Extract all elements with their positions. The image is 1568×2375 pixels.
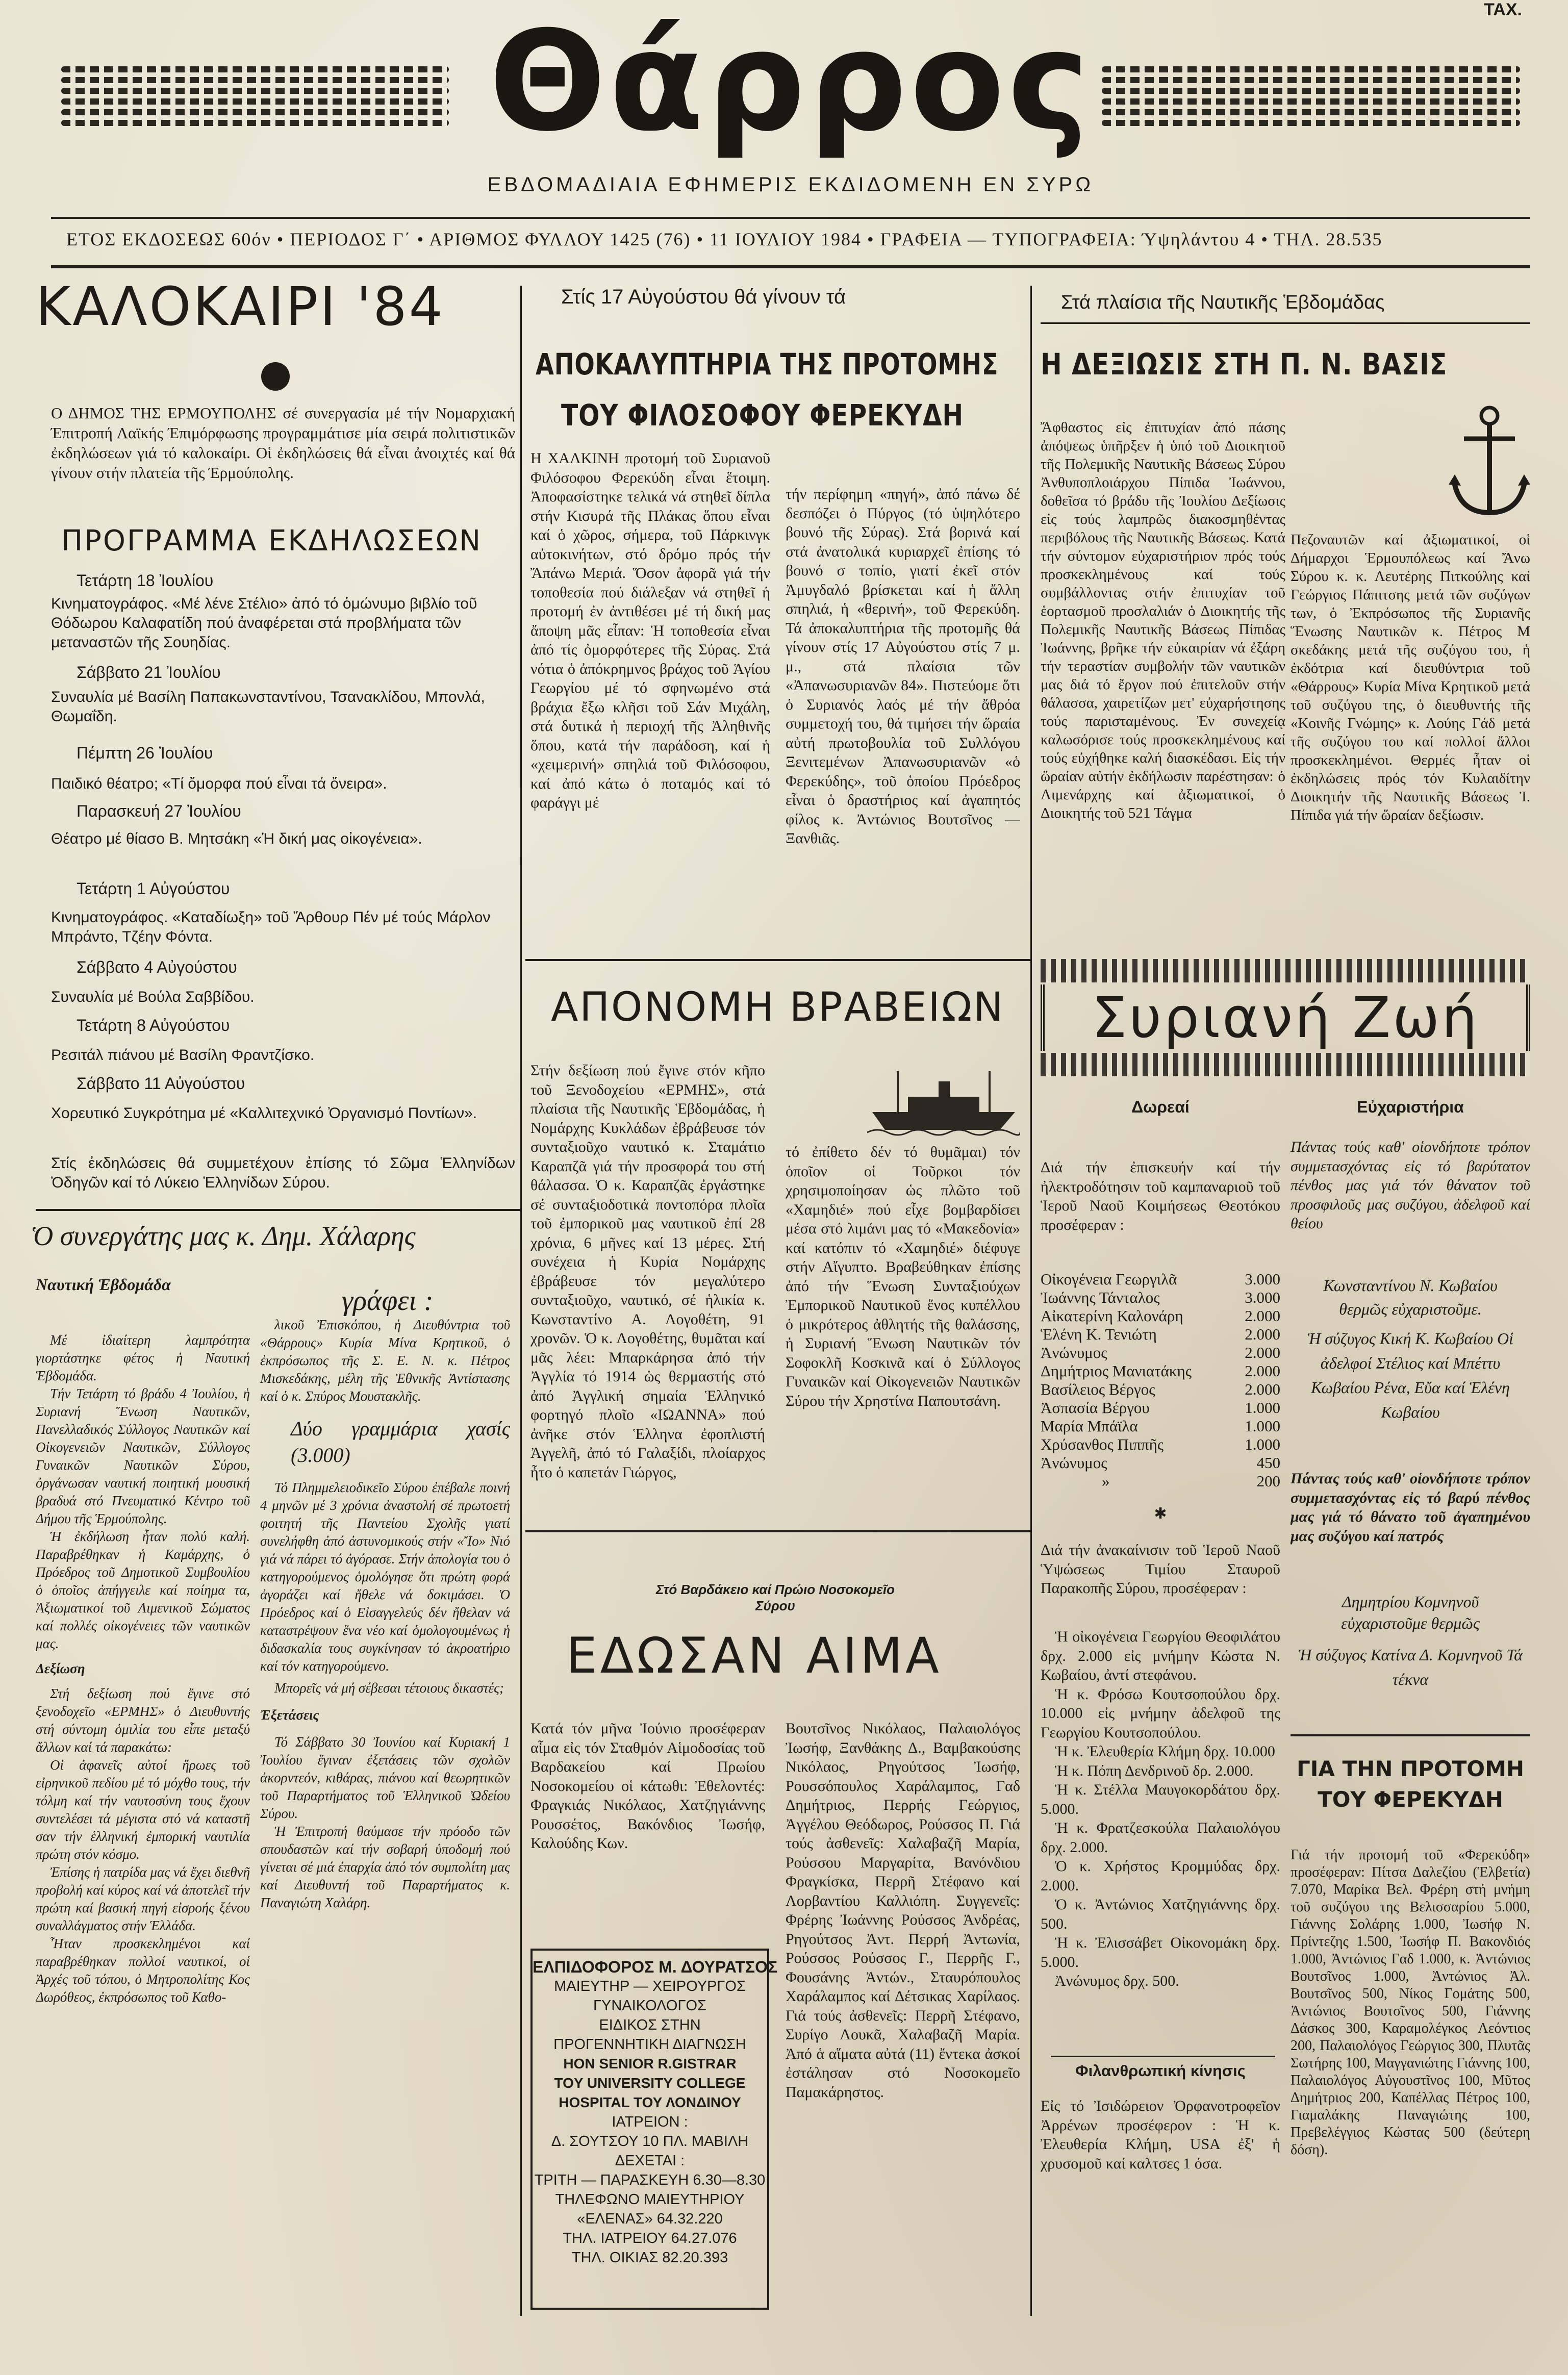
donor-name: Χρύσανθος Πιππῆς — [1041, 1435, 1164, 1453]
event-date: Σάββατο 4 Αὐγούστου — [77, 958, 237, 976]
donor-amount: 3.000 — [1245, 1288, 1280, 1306]
thanks-head: Εὐχαριστήρια — [1357, 1098, 1464, 1116]
event-date: Τετάρτη 18 Ἰουλίου — [77, 571, 214, 590]
subhead: Ἐξετάσεις — [260, 1707, 319, 1723]
subhead: Δεξίωση — [36, 1661, 85, 1676]
paragraph: Ἡ Ἐπιτροπή θαύμασε τήν πρόοδο τῶν σπουδαστῶν καί τήν σοβαρή ὑποδομή πού γίνεται σέ μιά ἐπαρχία ἀπό τόν συμπολίτη μας καί Διευθυντή τοῦ Παραρτήματος κ. Παναγιώτη Χαλάρη. — [260, 1824, 510, 1910]
bust-fund-text: Γιά τήν προτομή τοῦ «Φερεκύδη» προσέφεραν: Πίτσα Δαλεζίου (Ἑλβετία) 7.070, Μαρίκα Βελ. Φρέρη στή μνήμη τοῦ συζύγου της Βελισσαρίου 5.000, Γιάννης Σολάρης 1.000, Ἰωσήφ Ν. Πρίντεζης 1.500, Ἰωσήφ Π. Βακονδιός 1.000, Ἀντώνιος Γαδ 1.000, κ. Ἀντώνιος Βουτσῖνος 1.000, Ἀντώνιος Ἀλ. Βουτσῖνος 500, Νίκος Γομάτης 500, Ἀντώνιος Βουτσῖνος 500, Γιάννης Δάσκος 300, Καραμολέγκος Λεόντιος 200, Παλαιολόγος Γεώργιος 300, Πλυτᾶς Σωτήρης 100, Μαγγανιώτης Γιάννης 100, Παλαιολόγος Αὐγουστῖνος 100, Μῦτος Δημήτριος 200, Καπέλλας Πέτρος 100, Γιαμαλάκης Παναγιώτης 100, Πρεβελέγγιος Κώστας 500 (δεύτερη δόση). — [1291, 1847, 1530, 2158]
ad-line: HOSPITAL ΤΟΥ ΛΟΝΔΙΝΟΥ — [559, 2094, 741, 2110]
donor-amount: 2.000 — [1245, 1380, 1280, 1398]
event-text: Παιδικό θέατρο; «Τί ὄμορφα πού εἶναι τά ὄνειρα». — [51, 775, 387, 792]
event-date: Σάββατο 11 Αὐγούστου — [77, 1074, 245, 1093]
star-separator-icon: ✱ — [1154, 1505, 1167, 1523]
restoration-list — [1041, 1627, 1280, 2045]
donor-row — [1041, 1399, 1280, 1417]
restoration-entry: Ὁ κ. Χρήστος Κρομμύδας δρχ. 2.000. — [1041, 1858, 1280, 1894]
paragraph: Οἱ ἀφανεῖς αὐτοί ἥρωες τοῦ εἰρηνικοῦ πεδίου μέ τό μόχθο τους, τήν τόλμη καί τήν ναυτοσύνη τους ἔχουν συντελέσει τά μέγιστα στό νά καταστῆ σαν τήν ἑλληνική ἐμπορική ναυτιλία πρώτη στόν κόσμο. — [36, 1757, 250, 1862]
bust-fund-rule — [1291, 1734, 1530, 1736]
ad-line: ΜΑΙΕΥΤΗΡ — ΧΕΙΡΟΥΡΓΟΣ — [554, 1978, 746, 1994]
naval-kicker: Στά πλαίσια τῆς Ναυτικῆς Ἑβδομάδας — [1061, 292, 1385, 313]
blood-kicker: Στό Βαρδάκειο καί Πρώιο Νοσοκομεῖο Σύρου — [656, 1582, 895, 1613]
anchor-fluke — [1449, 474, 1461, 486]
event-text: Κινηματογράφος. «Μέ λένε Στέλιο» ἀπό τό ὁμώνυμο βιβλίο τοῦ Θόδωρου Καλαφατίδη πού ἀναφέρεται στά προβλήματα τῶν μεταναστῶν τῆς Σουηδίας. — [51, 595, 477, 651]
ad-line: ΓΥΝΑΙΚΟΛΟΓΟΣ — [593, 1998, 706, 2014]
donor-row — [1041, 1454, 1280, 1472]
thanks1-close: θερμῶς εὐχαριστοῦμε. — [1339, 1300, 1482, 1318]
restoration-entry: Ἡ κ. Πόπη Δενδρινοῦ δρ. 2.000. — [1055, 1762, 1254, 1779]
column-divider-2 — [1030, 286, 1032, 2316]
paragraph: Μέ ἰδιαίτερη λαμπρότητα γιορτάστηκε φέτος ἡ Ναυτική Ἑβδομάδα. — [36, 1332, 250, 1383]
event-text: Συναυλία μέ Βούλα Σαββίδου. — [51, 989, 255, 1005]
restoration-entry: Ἡ κ. Ἐλευθερία Κλήμη δρχ. 10.000 — [1055, 1743, 1275, 1760]
charity-rule — [1051, 2056, 1275, 2057]
event-text: Ρεσιτάλ πιάνου μέ Βασίλη Φραντζίσκο. — [51, 1047, 315, 1064]
banner-ornament-bottom — [1041, 1053, 1530, 1076]
donor-name: Βασίλειος Βέργος — [1041, 1380, 1155, 1398]
bust-column-1: Η ΧΑΛΚΙΝΗ προτομή τοῦ Συριανοῦ Φιλόσοφου Φερεκύδη εἶναι ἕτοιμη. Ἀποφασίστηκε τελικά νά στηθεῖ δίπλα στήν Κισυρά τῆς Πλάκας ὅπου εἶναι καί ὁ χῶρος, σήμερα, τοῦ Πάρκινγκ αὐτοκινήτων, στό δρόμο πρός τήν Ἄπάνω Μεριά. Ὅσον ἀφορᾶ γιά τήν τοποθεσία πού διάλεξαν νά στηθεῖ ἡ προτομή ἐν ἀντιθέσει μέ τή δική μας ἄποψη μᾶς εἶπαν: Ἡ τοποθεσία εἶναι ἀπό τίς ὀμορφότερες τῆς Σύρας. Στά νότια ὁ ἀπόκρημνος βράχος τοῦ Ἁγίου Γεωργίου μέ τό σφηνωμένο στά βράχια ἔξω κλῆσι τοῦ Σάν Μιχάλη, στά δυτικά ἡ περιοχή τῆς Ἀληθινῆς ὅπου, κατά τήν παράδοση, καί ἡ «χειμερινή» σπηλιά τοῦ Φιλόσοφου, καί ἀπό κάτω ὁ ποταμός καί τό φαράγγι μέ — [530, 450, 770, 811]
left-section-rule — [36, 1209, 520, 1211]
sea-waves — [867, 1130, 1020, 1135]
restoration-entry: Ἀνώνυμος δρχ. 500. — [1055, 1973, 1179, 1989]
restoration-entry: Ἡ κ. Ἐλισσάβετ Οἰκονομάκη δρχ. 5.000. — [1041, 1934, 1280, 1970]
middle-rule-1 — [525, 959, 1030, 961]
thanks1-sign: Ἡ σύζυγος Κική Κ. Κωβαίου Οἱ ἀδελφοί Στέλιος καί Μπέττυ Κωβαίου Ρένα, Εὔα καί Ἑλένη Κωβαίου — [1307, 1329, 1514, 1421]
masthead-subtitle: ΕΒΔΟΜΑΔΙΑΙΑ ΕΦΗΜΕΡΙΣ ΕΚΔΙΔΟΜΕΝΗ ΕΝ ΣΥΡΩ — [487, 173, 1094, 196]
ad-line: TOY UNIVERSITY COLLEGE — [554, 2075, 746, 2091]
masthead-title: Θάρρος — [489, 1, 1093, 162]
donor-row — [1041, 1344, 1280, 1362]
doctor-ad — [530, 1949, 778, 2310]
bust-title-line1: ΑΠΟΚΑΛΥΠΤΗΡΙΑ ΤΗΣ ΠΡΟΤΟΜΗΣ — [536, 347, 999, 382]
thanks2-close: εὐχαριστοῦμε θερμῶς — [1341, 1614, 1480, 1632]
event-date: Σάββατο 21 Ἰουλίου — [77, 663, 221, 681]
charity-text: Εἰς τό Ἰσιδώρειον Ὀρφανοτροφεῖον Ἀρρένων προσέφερον : Ἡ κ. Ἐλευθερία Κλήμη, USA ἐξ' ἡ χρυσομοῦ καί καλτσες 1 όσα. — [1041, 2098, 1280, 2172]
ad-line: ΤΗΛΕΦΩΝΟ ΜΑΙΕΥΤΗΡΙΟΥ — [555, 2191, 745, 2208]
thanks2-text: Πάντας τούς καθ' οἱονδήποτε τρόπον συμμετασχόντας εἰς τό βαρύ πένθος μας γιά τό θάνατο τοῦ ἀγαπημένου μας συζύγου καί πατρός — [1291, 1470, 1530, 1545]
donor-name: Δημήτριος Μανιατάκης — [1041, 1362, 1192, 1380]
naval-kicker-underline — [1041, 322, 1530, 324]
ad-line: HON SENIOR R.GISTRAR — [563, 2056, 737, 2071]
masthead-rule-bottom — [51, 265, 1530, 268]
masthead-rule-top — [51, 217, 1530, 219]
restoration-entry: Ἡ κ. Φρατζεσκούλα Παλαιολόγου δρχ. 2.000. — [1041, 1820, 1280, 1856]
anchor-icon — [1444, 403, 1535, 525]
ad-line: ΕΙΔΙΚΟΣ ΣΤΗΝ — [599, 2017, 701, 2033]
bust-fund-title-1: ΓΙΑ ΤΗΝ ΠΡΟΤΟΜΗ — [1296, 1756, 1525, 1781]
donor-row — [1041, 1288, 1280, 1307]
donations-intro: Διά τήν ἐπισκευήν καί τήν ἠλεκτροδότησιν τοῦ καμπαναριοῦ τοῦ Ἱεροῦ Ναοῦ Κοιμήσεως Θεοτόκου προσέφεραν : — [1041, 1159, 1280, 1233]
summer-title: ΚΑΛΟΚΑΙΡΙ '84 — [36, 275, 445, 338]
restoration-entry: Ὁ κ. Ἀντώνιος Χατζηγιάννης δρχ. 500. — [1041, 1896, 1280, 1932]
program-title: ΠΡΟΓΡΑΜΜΑ ΕΚΔΗΛΩΣΕΩΝ — [61, 524, 483, 558]
blood-column-2: Βουτσῖνος Νικόλαος, Παλαιολόγος Ἰωσήφ, Ξανθάκης Δ., Βαμβακούσης Νικόλαος, Ρηγούτσος Ἰωσήφ, Ρουσσόπουλος Χαράλαμπος, Γαδ Δημήτριος, Περρής Γεώργιος, Ἀγγέλου Θεόδωρος, Ρούσσος Π. Γιά τούς ἀσθενεῖς: Χαλαβαζῆ Μαρία, Ρούσσου Μαργαρίτα, Βανόνδιου Φραγκίσκα, Περρῆ Στέφανο καί Λορβαντίου Καλλιόπη. Συγγενεῖς: Φρέρης Ἰωάννης Ρούσσος Ἀνδρέας, Ρηγούτσος Ἀντ. Περρή Ἀντωνία, Ρούσσος Ρούσσος Γ., Περρῆς Γ., Φουσάνης Ἀντών., Σταυρόπουλος Χαράλαμπος καί Δέτσικας Χαρίλαος. Γιά τούς ἀσθενεῖς: Περρῆ Στέφανο, Συρίγο Λουκᾶ, Χαλαβαζῆ Μαρία. Ἀπό ἁ αἵματα αὐτά (11) ἔντεκα ἀσκοί ἐστάλησαν στό Νοσοκομεῖο Παμακάρηστος. — [786, 1720, 1020, 2101]
donor-name: Ἀνώνυμος — [1041, 1454, 1107, 1472]
donor-row — [1041, 1307, 1280, 1325]
donor-amount: 450 — [1256, 1454, 1280, 1472]
naval-column-2: Πεζοναυτῶν καί ἀξιωματικοί, οἱ Δήμαρχοι Ἑρμουπόλεως καί Ἄνω Σύρου κ. κ. Λευτέρης Πιτκούλης καί Γεώργιος Πάπιτσης μετά τῶν συζύγων των, ὁ Ἐκπρόσωπος τῆς Συριανῆς Ἕνωσης Ναυτικῶν κ. Πέτρος Μ σκεδάκης μετά τῆς συζύγου του, ἡ ἐκδότρια καί διευθύντρια τοῦ «Θάρρους» Κυρία Μίνα Κρητικοῦ μετά τοῦ συζύγου της, ὁ διευθυντής τῆς «Κοινῆς Γνώμης» κ. Λούης Γάδ μετά τῆς συζύγου του καί πολλοί ἄλλοι προσκεκλημένοι. Θερμές ἦταν οἱ ἐκδηλώσεις πρός τόν Κυλαιδίτην Διοικητήν τῆς Ναυτικῆς Βάσεως Ἰ. Πίπιδα γιά τήν ὥραίαν δεξίωσιν. — [1291, 532, 1530, 823]
awards-title: ΑΠΟΝΟΜΗ ΒΡΑΒΕΙΩΝ — [551, 984, 1005, 1030]
awards-column-1: Στήν δεξίωση πού ἔγινε στόν κῆπο τοῦ Ξενοδοχείου «ΕΡΜΗΣ», στά πλαίσια τῆς Ναυτικῆς Ἑβδομάδας, ἡ Νομάρχης Κυκλάδων ἐβράβευσε τόν συνταξιοῦχο ναυτικό κ. Σταμάτιο Καραπζᾶ γιά τήν προσφορά του στή θάλασσα. Ὁ κ. Καραπζᾶς ἐργάστηκε σέ συνταξιοδοτικά ποντοπόρα πλοῖα τοῦ ἐμπορικοῦ μας ναυτικοῦ ἐπί 28 χρόνια, 6 μῆνες καί 13 μέρες. Στή συνέχεια ἡ Κυρία Νομάρχης ἐβράβευσε τόν μεγαλύτερο συνταξιοῦχο, ναυτικό, σέ ἡλικία κ. Κωνσταντίνο Α. Λογοθέτη, 91 χρονῶν. Ὁ κ. Λογοθέτης, θυμᾶται καί μᾶς λέει: Μπαρκάρησα ἀπό τήν Ἀγγλία τό 1914 ὡς θερμαστής στό ἀπό Ἀγγλική σημαία Ἑλληνικό φορτηγό πλοῖο «ΙΩΑΝΝΑ» πού ἀνῆκε στόν Ἑλληνα ἐφοπλιστή Ἀγγελῆ, ἀπό τό Γαλαξίδι, πλοίαρχος ἦτο ὁ καπετάν Γιώργος, — [530, 1062, 765, 1481]
middle-rule-2 — [525, 1530, 1030, 1532]
bust-title-line2: ΤΟΥ ΦΙΛΟΣΟΦΟΥ ΦΕΡΕΚΥΔΗ — [561, 398, 964, 433]
blood-title: ΕΔΩΣΑΝ ΑΙΜΑ — [566, 1627, 942, 1684]
event-text: Κινηματογράφος. «Καταδίωξη» τοῦ Ἄρθουρ Πέν μέ τούς Μάρλον Μπράντο, Τζέην Φόντα. — [51, 909, 491, 945]
bust-fund-title-2: ΤΟΥ ΦΕΡΕΚΥΔΗ — [1318, 1787, 1503, 1812]
donor-amount: 2.000 — [1245, 1325, 1280, 1343]
column-divider-1 — [520, 286, 522, 2316]
event-text: Θέατρο μέ θίασο Β. Μητσάκη «Ἡ δική μας οἰκογένεια». — [51, 830, 422, 847]
paragraph: Ἐπίσης ἡ πατρίδα μας νά ἔχει διεθνῆ προβολή καί κύρος καί νά ἀποτελεῖ τήν πρώτη καί βασική πηγή εἰσροής ξένου συναλλάγματος στήν Ἑλλάδα. — [36, 1864, 250, 1933]
donor-name: Ἰωάννης Τάνταλος — [1041, 1288, 1160, 1306]
donor-row — [1041, 1362, 1280, 1380]
restoration-intro: Διά τήν ἀνακαίνισιν τοῦ Ἱεροῦ Ναοῦ Ὑψώσεως Τιμίου Σταυροῦ Παρακοπῆς Σύρου, προσέφεραν : — [1041, 1542, 1280, 1597]
colleague-column-2 — [260, 1316, 510, 2316]
paragraph: Ἦταν προσκεκλημένοι καί παραβρέθηκαν πολλοί ναυτικοί, οἱ Ἀρχές τοῦ τόπου, ὁ Μητροπολίτης Κος Δωρόθεος, ἐκπρόσωπος τοῦ Καθο- — [36, 1936, 250, 2005]
ship-funnel — [939, 1081, 950, 1097]
naval-title: Η ΔΕΞΙΩΣΙΣ ΣΤΗ Π. Ν. ΒΑΣΙΣ — [1041, 347, 1448, 382]
donor-amount: 2.000 — [1245, 1307, 1280, 1325]
donor-name: Οἰκογένεια Γεωργιλᾶ — [1041, 1270, 1177, 1288]
donor-row — [1041, 1325, 1280, 1344]
naval-column-1: Ἄφθαστος εἰς ἐπιτυχίαν ἀπό πάσης ἀπόψεως ὑπῆρξεν ἡ ὑπό τοῦ Διοικητοῦ τῆς Πολεμικῆς Ναυτικῆς Βάσεως Σύρου Ἀνθυποπλοιάρχου Πίπιδα Ἰωάννου, δοθεῖσα τό βράδυ τῆς Ἰουλίου Δεξίωσις εἰς τούς λαμπρῶς διακοσμηθέντας περιβόλους τῆς Ναυτικῆς Βάσεως. Κατά τήν σύντομον εὐχαριστήριον πρός τούς προσκεκλημένους καί τούς συμβάλλοντας στήν ἐπιτυχίαν τοῦ ἑορτασμοῦ προσλαλιάν ὁ Διοικητής τῆς Πολεμικῆς Ναυτικῆς Βάσεως Πίπιδας Ἰωάννης, βρῆκε τήν εὐκαιρίαν νά ἐξάρη τήν τεραστίαν συμβολήν τῶν ναυτικῶν μας διά τό ἔργον πού ἐπιτελοῦν στήν θάλασσα, χαιρετίζων μετ' εὐχαρήστησης τούς παρισταμένους. Ἐν συνεχείᾳ καλωσόρισε τούς προσκεκλημένους καί τούς εὐχήθηκε καλή διασκέδασι. Εἰς τήν ὥραίαν αὐτήν ἐκδήλωσιν παρέστησαν: ὁ Λιμενάρχης καί ἀξιωματικοί, ὁ Διοικητής τοῦ 521 Τάγμα — [1041, 419, 1285, 821]
corner-tag: ΤΑΧ. — [1484, 0, 1522, 19]
donor-row — [1041, 1270, 1280, 1288]
event-date: Παρασκευή 27 Ἰουλίου — [77, 802, 241, 820]
event-date: Πέμπτη 26 Ἰουλίου — [77, 744, 213, 762]
ad-line: ΠΡΟΓΕΝΝΗΤΙΚΗ ΔΙΑΓΝΩΣΗ — [553, 2036, 746, 2053]
summer-intro: Ο ΔΗΜΟΣ ΤΗΣ ΕΡΜΟΥΠΟΛΗΣ σέ συνεργασία μέ τήν Νομαρχιακή Έπιτροπή Λαϊκής Έπιμόρφωσης προγραμμάτισε μία σειρά πολιτιστικῶν ἐκδηλώσεων γιά τό καλοκαίρι. Οἱ ἐκδηλώσεις θά εἶναι ἀνοιχτές καί θά γίνουν στήν πλατεία τῆς Έρμούπολης. — [51, 404, 515, 482]
ad-line: ΤΗΛ. ΟΙΚΙΑΣ 82.20.393 — [571, 2250, 728, 2266]
donor-amount: 1.000 — [1245, 1435, 1280, 1453]
restoration-entry: Ἡ κ. Φρόσω Κουτσοπούλου δρχ. 10.000 εἰς μνήμην ἀδελφοῦ της Γεωργίου Κουτσοπούλου. — [1041, 1685, 1280, 1741]
colleague-kicker: Ναυτική Ἑβδομάδα — [36, 1275, 171, 1294]
thanks1-text: Πάντας τούς καθ' οἱονδήποτε τρόπον συμμετασχόντας εἰς τό βαρύτατον πένθος μας γιά τόν θάνατον τοῦ προσφιλοῦς μας συζύγου, ἀδελφοῦ καί θείου — [1291, 1139, 1530, 1232]
anchor-fluke — [1518, 474, 1530, 486]
wave-ornament-left — [61, 66, 449, 143]
ad-line: ΙΑΤΡΕΙΟΝ : — [612, 2114, 688, 2130]
masthead-info-line: ΕΤΟΣ ΕΚΔΟΣΕΩΣ 60όν • ΠΕΡΙΟΔΟΣ Γ΄ • ΑΡΙΘΜΟΣ ΦΥΛΛΟΥ 1425 (76) • 11 ΙΟΥΛΙΟΥ 1984 • ΓΡΑΦΕΙΑ — ΤΥΠΟΓΡΑΦΕΙΑ: Ύψηλάντου 4 • ΤΗΛ. 28.535 — [66, 229, 1383, 249]
event-date: Τετάρτη 1 Αὐγούστου — [77, 879, 230, 898]
ship-hull — [872, 1112, 1015, 1130]
thanks2-sign: Ἡ σύζυγος Κατίνα Δ. Κομνηνοῦ Τά τέκνα — [1298, 1646, 1523, 1688]
wave-ornament-right — [1102, 66, 1520, 143]
restoration-entry: Ἡ κ. Στέλλα Μαυγοκορδάτου δρχ. 5.000. — [1041, 1781, 1280, 1817]
bullet-dot-icon — [261, 362, 290, 391]
donor-row — [1041, 1380, 1280, 1399]
paragraph: Μπορεῖς νά μή σέβεσαι τέτοιους δικαστές; — [274, 1680, 504, 1696]
summer-closing: Στίς ἐκδηλώσεις θά συμμετέχουν ἐπίσης τό Σῶμα Ἑλληνίδων Ὀδηγῶν καί τό Λύκειο Ἑλληνίδων Σύρου. — [51, 1155, 515, 1191]
donor-name: Ἀσπασία Βέργου — [1041, 1399, 1150, 1417]
syros-life-title: Συριανή Ζωή — [1091, 985, 1480, 1050]
ad-name: ΕΛΠΙΔΟΦΟΡΟΣ Μ. ΔΟΥΡΑΤΣΟΣ — [533, 1958, 778, 1976]
charity-head: Φιλανθρωπική κίνησις — [1075, 2062, 1246, 2080]
thanks1-name: Κωνσταντίνου Ν. Κωβαίου — [1323, 1276, 1498, 1295]
donor-name: Ἑλένη Κ. Τενιώτη — [1041, 1325, 1157, 1343]
donor-amount: 2.000 — [1245, 1362, 1280, 1380]
subhead: Δύο γραμμάρια χασίς (3.000) — [291, 1417, 510, 1467]
anchor-ring — [1481, 408, 1498, 424]
ad-line: ΤΗΛ. ΙΑΤΡΕΙΟΥ 64.27.076 — [563, 2230, 737, 2246]
bust-column-2: τήν περίφημη «πηγή», ἀπό πάνω δέ δεσπόζει ὁ Πύργος (τό ὑψηλότερο βουνό τῆς Σύρας). Στά βορινά καί στά ἀνατολικά κυριαρχεῖ ἐπίσης τό βουνό σ τοπίο, γιατί ἐκεῖ στόν Ἀμυγδαλό βρίσκεται καί ἡ ἄλλη σπηλιά, ἡ «θερινή», τοῦ Φερεκύδη. Τά ἀποκαλυπτήρια τῆς προτομῆς θά γίνουν στίς 17 Αὐγούστου στίς 7 μ. μ., στά πλαίσια τῶν «Ἀπανωσυριανῶν 84». Πιστεύομε ὅτι ὁ Συριανός λαός μέ τήν ἄθρόα συμμετοχή του, θά τιμήσει τήν ὥραία αὐτή πρωτοβουλία τοῦ Συλλόγου Ξενιτεμένων Ἀπανωσυριανῶν «ὁ Φερεκύδης», τοῦ ὁποίου Πρόεδρος εἶναι ὁ δραστήριος καί ἀγαπητός φίλος κ. Ἀντώνιος Βουτσῖνος — Ξανθιᾶς. — [786, 486, 1020, 847]
colleague-column-1 — [36, 1331, 250, 2316]
ship-illustration — [867, 1061, 1020, 1138]
awards-column-2: τό ἐπίθετο δέν τό θυμᾶμαι) τόν ὁποῖον οἱ Τοῦρκοι τόν χρησιμοποίησαν ὡς πλῶτο τοῦ «Χαμηδιέ» πού εἶχε βομβαρδίσει μέσα στό λιμάνι μας τό «Μακεδονία» καί κατόπιν τό «Χαμηδιέ» διέφυγε στήν Αἴγυπτο. Βραβεύθηκαν ἐπίσης ἀπό τήν Ἕνωση Συνταξιούχων Ἐμπορικοῦ Ναυτικοῦ ἕνος κυπέλλου ὁ μικρότερος ἀθλητής τῆς θαλάσσης, ἡ Συριανή Ἕνωση Ναυτικῶν τόν Σοφοκλῆ Κοσκινᾶ καί ὁ Σύλλογος Γυναικῶν καί Οἰκογενειῶν Ναυτικῶν Σύρου τήν Χρηστίνα Παπουτσάνη. — [786, 1144, 1020, 1409]
thanks2-name: Δημητρίου Κομνηνοῦ — [1342, 1593, 1479, 1611]
colleague-title: Ὁ συνεργάτης μας κ. Δημ. Χάλαρης — [31, 1221, 416, 1251]
event-text: Συναυλία μέ Βασίλη Παπακωνσταντίνου, Τσανακλίδου, Μπονλά, Θωμαΐδη. — [51, 689, 485, 725]
paragraph: Στή δεξίωση πού ἔγινε στό ξενοδοχεῖο «ΕΡΜΗΣ» ὁ Διευθυντής στή σύντομη ὁμιλία του εἶπε μεταξύ ἄλλων καί τά παρακάτω: — [36, 1686, 250, 1755]
donor-name: Μαρία Μπάϊλα — [1041, 1417, 1138, 1435]
ship-deck — [908, 1097, 979, 1112]
donor-name: Αἰκατερίνη Καλονάρη — [1041, 1307, 1183, 1325]
donor-row — [1041, 1435, 1280, 1454]
ad-line: Δ. ΣΟΥΤΣΟΥ 10 ΠΛ. ΜΑΒΙΛΗ — [551, 2133, 749, 2150]
donor-row — [1041, 1472, 1280, 1490]
donor-amount: 200 — [1256, 1472, 1280, 1490]
ad-line: «ΕΛΕΝΑΣ» 64.32.220 — [577, 2211, 723, 2227]
donor-name: » — [1102, 1472, 1110, 1490]
banner-ornament-top — [1041, 959, 1530, 982]
syros-life-banner — [1041, 984, 1530, 1051]
bust-kicker: Στίς 17 Αὐγούστου θά γίνουν τά — [561, 286, 846, 308]
donors-list — [1041, 1270, 1280, 1490]
paragraph: Τό Σάββατο 30 Ἰουνίου καί Κυριακή 1 Ἰουλίου ἔγιναν ἐξετάσεις τῶν σχολῶν ἀκορντεόν, κιθάρας, πιάνου καί θεωρητικῶν τοῦ Παραρτήματος τοῦ Ἑλληνικοῦ Ὠδείου Σύρου. — [260, 1734, 510, 1821]
donations-head: Δωρεαί — [1131, 1098, 1190, 1116]
paragraph: Ἡ ἐκδήλωση ἦταν πολύ καλή. Παραβρέθηκαν ἡ Καμάρχης, ὁ Πρόεδρος τοῦ Δημοτικοῦ Συμβουλίου ὁ ὁποῖος ἀπήγγειλε καί ποίημα τα, Ἀξιωματικοί τοῦ Λιμενικοῦ Σώματος καί πολλές οἰκογένειες τῶν ναυτικῶν μας. — [36, 1529, 250, 1651]
event-date: Τετάρτη 8 Αὐγούστου — [77, 1016, 230, 1034]
donor-amount: 1.000 — [1245, 1417, 1280, 1435]
blood-column-1: Κατά τόν μῆνα Ἰούνιο προσέφεραν αἷμα εἰς τόν Σταθμόν Αἱμοδοσίας τοῦ Βαρδακείου καί Πρωίου Νοσοκομείου οἱ κάτωθι: Ἐθελοντές: Φραγκιάς Νικόλαος, Χατζηγιάννης Ρουσσέτος, Βακόνδιος Ἰωσήφ, Καλούδης Κων. — [530, 1720, 765, 1852]
colleague-writes: γράφει : — [342, 1285, 434, 1317]
donor-name: Ἀνώνυμος — [1041, 1344, 1107, 1361]
donor-amount: 1.000 — [1245, 1399, 1280, 1417]
paragraph: Τό Πλημμελειοδικεῖο Σύρου ἐπέβαλε ποινή 4 μηνῶν μέ 3 χρόνια ἀναστολή σέ πρωτοετή φοιτητή τῆς Παντείου Σχολῆς γιατί συνελήφθη ἀπό ἀστυνομικούς στήν «Ἴο» Νιό γιά νά πάρει τό ἀγόρασε. Στήν ἀπολογία του ὁ κατηγορούμενος ὁμολόγησε ὅτι πρώτη φορά ἀγοράζει καί ἤθελε νά δοκιμάσει. Ὁ Πρόεδρος καί ὁ Εἰσαγγελεύς δέν ἤθελαν νά καταστρέψουν ἕνα νέο καί ὁμολογουμένως ἡ διδασκαλία τους συγκίνησαν τό ἀκροατήριο καί τόν κατηγορούμενο. — [260, 1480, 510, 1674]
paragraph: λικοῦ Ἐπισκόπου, ἡ Διευθύντρια τοῦ «Θάρρους» Κυρία Μίνα Κρητικοῦ, ὁ ἐκπρόσωπος τῆς Σ. Ε. Ν. κ. Πέτρος Μισκεδάκης, μέλη τῆς Ἐθνικῆς Ἀντίστασης καί ὁ κ. Σπύρος Μουστακλῆς. — [260, 1317, 510, 1404]
paragraph: Τήν Τετάρτη τό βράδυ 4 Ἰουλίου, ἡ Συριανή Ἕνωση Ναυτικῶν, Πανελλαδικός Σύλλογος Ναυτικῶν καί Οἰκογενειῶν Ναυτικῶν, Σύλλογος Γυναικῶν Ναυτικῶν Σύρου, ὀργάνωσαν ναυτική ποιητική μουσική βραδυά στό Πνευματικό Κέντρο τοῦ Δήμου τῆς Ἑρμούπολης. — [36, 1386, 250, 1526]
donor-amount: 3.000 — [1245, 1270, 1280, 1288]
event-text: Χορευτικό Συγκρότημα μέ «Καλλιτεχνικό Ὀργανισμό Ποντίων». — [51, 1105, 477, 1122]
donor-row — [1041, 1417, 1280, 1435]
restoration-entry: Ἡ οἰκογένεια Γεωργίου Θεοφιλάτου δρχ. 2.000 εἰς μνήμην Κώστα Ν. Κωβαίου, ἀντί στεφάνου. — [1041, 1628, 1280, 1683]
donor-amount: 2.000 — [1245, 1344, 1280, 1361]
ad-line: ΔΕΧΕΤΑΙ : — [615, 2153, 685, 2169]
ad-line: ΤΡΙΤΗ — ΠΑΡΑΣΚΕΥΗ 6.30—8.30 — [534, 2172, 766, 2188]
